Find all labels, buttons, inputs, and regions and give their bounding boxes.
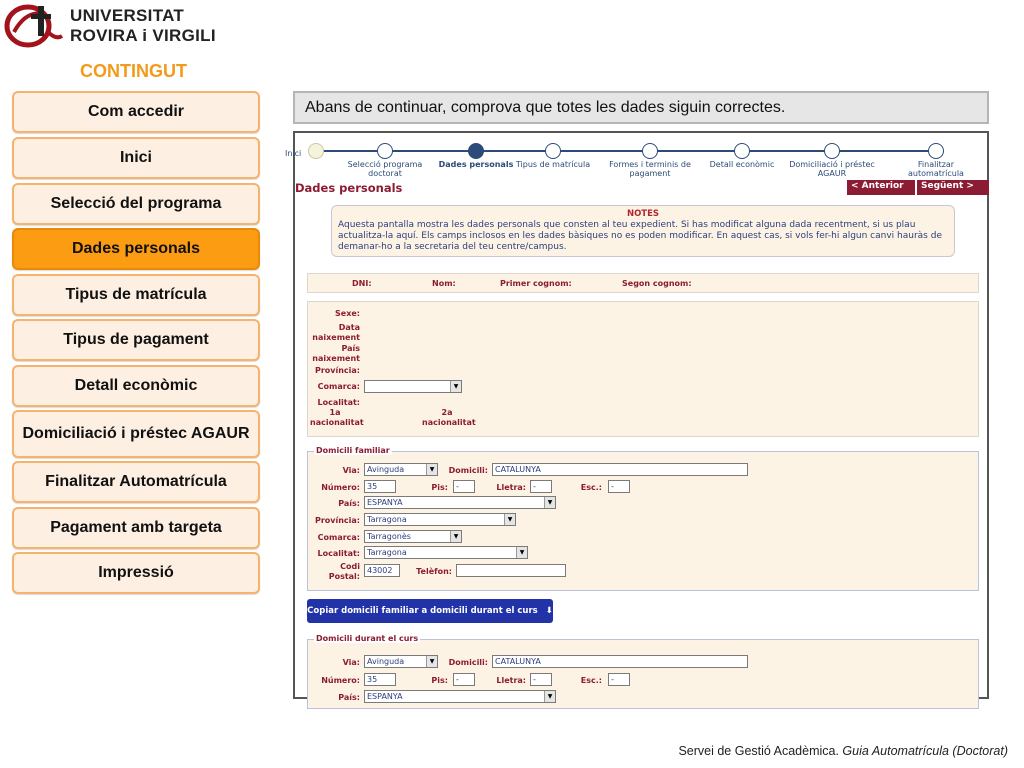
second-nationality-label: 2a nacionalitat [422, 408, 476, 427]
previous-button[interactable]: < Anterior [847, 180, 915, 195]
pais-label: País: [338, 693, 360, 702]
first-nationality-label: 1a nacionalitat [310, 408, 364, 427]
via-label: Via: [342, 658, 360, 667]
footer-dept: Servei de Gestió Acadèmica. [678, 744, 839, 758]
step-seleccio-programa[interactable] [340, 143, 430, 178]
esc-label: Esc.: [580, 483, 602, 492]
urv-logo [4, 2, 64, 48]
pais-value: ESPANYA [367, 692, 403, 701]
pis-label: Pis: [431, 676, 448, 685]
localitat-label: Localitat: [317, 549, 360, 558]
term-address-panel [307, 634, 979, 709]
sidebar-item-finalitzar[interactable]: Finalitzar Automatrícula [12, 461, 260, 503]
notes-title: NOTES [626, 209, 660, 219]
copy-address-button[interactable] [307, 599, 553, 623]
step-dot [545, 143, 561, 159]
sexe-label: Sexe: [335, 309, 360, 318]
provincia-label: Província: [314, 366, 360, 375]
via-select[interactable] [364, 655, 438, 668]
pais-value: ESPANYA [367, 498, 403, 507]
form-screenshot [285, 131, 989, 702]
step-label: Formes i terminis de pagament [609, 160, 691, 178]
comarca-label: Comarca: [317, 382, 360, 391]
via-value: Avinguda [367, 657, 405, 666]
chevron-down-icon: ▼ [426, 656, 437, 667]
comarca-select[interactable] [364, 380, 462, 393]
step-dot [377, 143, 393, 159]
domicili-input[interactable]: CATALUNYA [492, 655, 748, 668]
university-name-line2: ROVIRA i VIRGILI [70, 26, 216, 45]
numero-label: Número: [321, 483, 360, 492]
nom-label: Nom: [432, 279, 456, 288]
step-label: Selecció programa doctorat [347, 160, 423, 178]
copy-address-label: Copiar domicili familiar a domicili durant el curs [307, 606, 538, 616]
university-name [70, 6, 216, 46]
comarca-select[interactable] [364, 530, 462, 543]
notes-box [331, 205, 955, 257]
domicili-label: Domicili: [448, 658, 488, 667]
via-value: Avinguda [367, 465, 405, 474]
numero-input[interactable]: 35 [364, 480, 396, 493]
localitat-value: Tarragona [367, 548, 407, 557]
sidebar-item-seleccio-programa[interactable]: Selecció del programa [12, 183, 260, 225]
step-dot [824, 143, 840, 159]
step-dot [734, 143, 750, 159]
sidebar-item-dades-personals[interactable]: Dades personals [12, 228, 260, 270]
step-label: Domiciliació i préstec AGAUR [789, 160, 875, 178]
step-label: Detall econòmic [709, 160, 775, 169]
pis-input[interactable]: - [453, 480, 475, 493]
pais-select[interactable] [364, 690, 556, 703]
step-label: Tipus de matrícula [515, 160, 591, 169]
sidebar-item-tipus-matricula[interactable]: Tipus de matrícula [12, 274, 260, 316]
sidebar-item-detall-economic[interactable]: Detall econòmic [12, 365, 260, 407]
personal-data-panel [307, 301, 979, 437]
family-address-legend: Domicili familiar [316, 446, 390, 455]
via-label: Via: [342, 466, 360, 475]
next-button[interactable]: Següent > [917, 180, 989, 195]
postal-code-input[interactable]: 43002 [364, 564, 400, 577]
step-dot [928, 143, 944, 159]
chevron-down-icon: ▼ [516, 547, 527, 558]
step-tipus-matricula[interactable] [508, 143, 598, 169]
pis-input[interactable]: - [453, 673, 475, 686]
provincia-label: Província: [314, 516, 360, 525]
esc-label: Esc.: [580, 676, 602, 685]
family-address-panel [307, 446, 979, 591]
instruction-text: Abans de continuar, comprova que totes les dades siguin correctes. [293, 91, 989, 124]
term-address-legend: Domicili durant el curs [316, 634, 419, 643]
chevron-down-icon: ▼ [426, 464, 437, 475]
provincia-value: Tarragona [367, 515, 407, 524]
comarca-value: Tarragonès [367, 532, 411, 541]
notes-text: Aquesta pantalla mostra les dades personals que consten al teu expedient. Si has modificat alguna dada recentment, si us plau actualitza-la aquí. Els camps inclosos en les dades bàsiques no es poden modificar. En aquest cas, si vols fer-hi algun canvi hauràs de demanar-ho a la secretaria del teu centre/campus. [338, 220, 942, 252]
pais-label: País: [338, 499, 360, 508]
arrow-down-icon: ⬇ [545, 606, 553, 616]
step-domiciliacio-agaur[interactable] [787, 143, 877, 178]
lletra-input[interactable]: - [530, 480, 552, 493]
esc-input[interactable]: - [608, 673, 630, 686]
lletra-label: Lletra: [496, 483, 526, 492]
comarca-label: Comarca: [317, 533, 360, 542]
domicili-input[interactable]: CATALUNYA [492, 463, 748, 476]
dni-label: DNI: [352, 279, 372, 288]
chevron-down-icon: ▼ [544, 691, 555, 702]
domicili-label: Domicili: [448, 466, 488, 475]
step-label: Inici [285, 149, 302, 158]
lletra-label: Lletra: [496, 676, 526, 685]
step-dot [468, 143, 484, 159]
sidebar-item-com-accedir[interactable]: Com accedir [12, 91, 260, 133]
chevron-down-icon: ▼ [504, 514, 515, 525]
sidebar-item-domiciliacio-agaur[interactable]: Domiciliació i préstec AGAUR [12, 410, 260, 458]
postal-code-label: Codi Postal: [328, 562, 360, 581]
sidebar-item-impressio[interactable]: Impressió [12, 552, 260, 594]
step-finalitzar[interactable] [891, 143, 981, 178]
second-surname-label: Segon cognom: [622, 279, 692, 288]
university-name-line1: UNIVERSITAT [70, 6, 185, 25]
step-label: Finalitzar automatrícula [908, 160, 964, 178]
pis-label: Pis: [431, 483, 448, 492]
localitat-label: Localitat: [317, 398, 360, 407]
telefon-label: Telèfon: [416, 567, 452, 576]
provincia-select[interactable] [364, 513, 516, 526]
step-label: Dades personals [438, 160, 514, 169]
sidebar-item-pagament-targeta[interactable]: Pagament amb targeta [12, 507, 260, 549]
first-surname-label: Primer cognom: [500, 279, 572, 288]
chevron-down-icon: ▼ [450, 381, 461, 392]
section-title: Dades personals [295, 181, 403, 195]
sidebar-item-inici[interactable]: Inici [12, 137, 260, 179]
step-detall-economic[interactable] [697, 143, 787, 169]
numero-label: Número: [321, 676, 360, 685]
contents-title: CONTINGUT [80, 61, 187, 81]
chevron-down-icon: ▼ [450, 531, 461, 542]
pais-select[interactable] [364, 496, 556, 509]
lletra-input[interactable]: - [530, 673, 552, 686]
telefon-input[interactable] [456, 564, 566, 577]
step-formes-pagament[interactable] [605, 143, 695, 178]
footer-text [678, 744, 1008, 758]
step-dot [642, 143, 658, 159]
via-select[interactable] [364, 463, 438, 476]
footer-guide: Guia Automatrícula (Doctorat) [842, 744, 1008, 758]
id-panel [307, 273, 979, 293]
localitat-select[interactable] [364, 546, 528, 559]
birth-date-label: Data naixement [312, 323, 360, 342]
sidebar-item-tipus-pagament[interactable]: Tipus de pagament [12, 319, 260, 361]
birth-country-label: País naixement [312, 344, 360, 363]
numero-input[interactable]: 35 [364, 673, 396, 686]
chevron-down-icon: ▼ [544, 497, 555, 508]
esc-input[interactable]: - [608, 480, 630, 493]
